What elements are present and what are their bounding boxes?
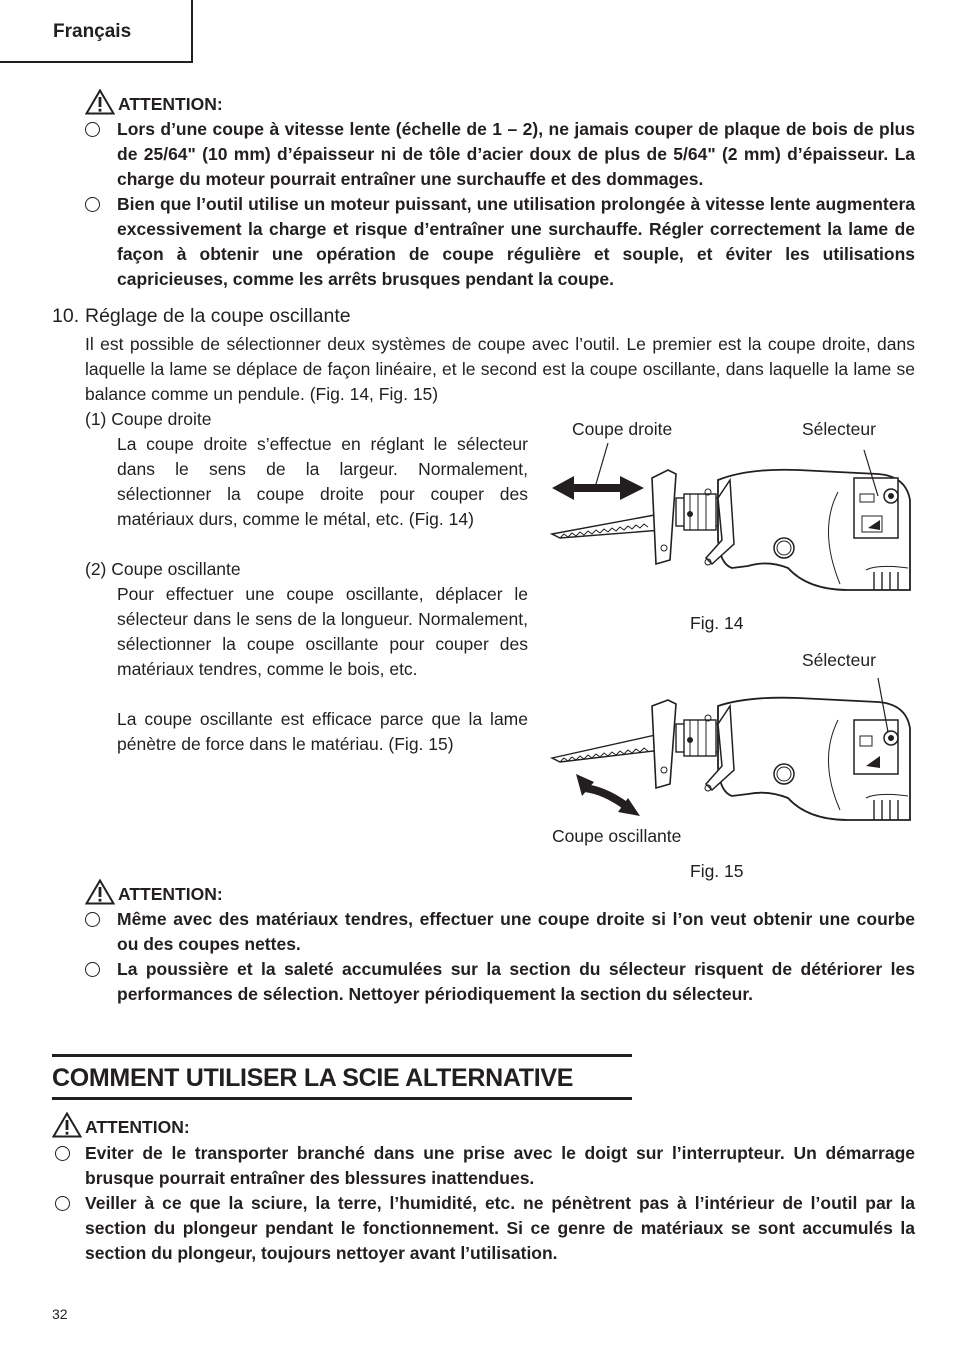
warning-icon xyxy=(85,89,115,115)
bullet-circle-icon xyxy=(85,962,100,977)
page-number: 32 xyxy=(52,1306,68,1322)
subsection-1-label: (1) Coupe droite xyxy=(85,409,212,429)
attention1-item-1: Lors d’une coupe à vitesse lente (échelle de 1 – 2), ne jamais couper de plaque de bois de plus de 25/64" (10 mm) d’épaisseur ni de tôle d’acier doux de plus de 5/64" (2 mm) d’épaisseur. La charge du moteur pourrait entraîner une surchauffe et des dommages. xyxy=(117,117,915,192)
fig15-illustration xyxy=(548,670,918,830)
warning-icon xyxy=(52,1112,82,1138)
attention2-item-2: La poussière et la saleté accumulées sur la section du sélecteur risquent de détériorer les performances de sélection. Nettoyer périodiquement la section du sélecteur. xyxy=(117,957,915,1007)
bullet-circle-icon xyxy=(85,197,100,212)
bullet-circle-icon xyxy=(85,122,100,137)
attention3-item-2: Veiller à ce que la sciure, la terre, l’humidité, etc. ne pénètrent pas à l’intérieur de l’outil par la section du plongeur pendant le fonctionnement. Si ce genre de matériaux se sont accumulés la section du plongeur, toujours nettoyer avant l’utilisation. xyxy=(85,1191,915,1266)
language-tab xyxy=(0,0,193,63)
fig14-label-straight-cut: Coupe droite xyxy=(572,419,673,439)
subsection-2-label: (2) Coupe oscillante xyxy=(85,559,241,579)
attention-heading-1 xyxy=(85,89,223,115)
section-intro: Il est possible de sélectionner deux systèmes de coupe avec l’outil. Le premier est la coupe droite, dans laquelle la lame se déplace de façon linéaire, et le second est la coupe oscillante, dans laquelle la lame se balance comme un pendule. (Fig. 14, Fig. 15) xyxy=(85,334,915,404)
bullet-circle-icon xyxy=(55,1146,70,1161)
language-label: Français xyxy=(53,21,132,42)
attention-heading-2 xyxy=(85,879,223,905)
section-heading-text: COMMENT UTILISER LA SCIE ALTERNATIVE xyxy=(52,1064,574,1092)
section-heading xyxy=(52,1054,632,1100)
subsection-1-text: La coupe droite s’effectue en réglant le sélecteur dans le sens de la largeur. Normalement, sélectionner la coupe droite pour couper des matériaux durs, comme le métal, etc. (Fig. 14) xyxy=(117,434,528,529)
attention-label: ATTENTION: xyxy=(118,884,223,904)
attention3-item-1: Eviter de le transporter branché dans une prise avec le doigt sur l’interrupteur. Un démarrage brusque pourrait entraîner des blessures inattendues. xyxy=(85,1141,915,1191)
fig14-label-selector: Sélecteur xyxy=(802,419,876,439)
section-number: 10. xyxy=(52,305,80,327)
attention-label: ATTENTION: xyxy=(118,94,223,114)
section-title: Réglage de la coupe oscillante xyxy=(85,305,351,327)
fig15-label-selector: Sélecteur xyxy=(802,650,876,670)
subsection-2-text-2: La coupe oscillante est efficace parce que la lame pénètre de force dans le matériau. (Fig. 15) xyxy=(117,709,528,754)
fig15-label-oscillating-cut: Coupe oscillante xyxy=(552,826,682,846)
fig14-illustration xyxy=(548,440,918,610)
attention2-item-1: Même avec des matériaux tendres, effectuer une coupe droite si l’on veut obtenir une courbe ou des coupes nettes. xyxy=(117,907,915,957)
attention-label: ATTENTION: xyxy=(85,1117,190,1137)
fig15-caption: Fig. 15 xyxy=(690,861,744,881)
attention-heading-3 xyxy=(52,1112,190,1138)
bullet-circle-icon xyxy=(85,912,100,927)
bullet-circle-icon xyxy=(55,1196,70,1211)
fig14-caption: Fig. 14 xyxy=(690,613,744,633)
subsection-2-text-1: Pour effectuer une coupe oscillante, déplacer le sélecteur dans le sens de la longueur. Normalement, sélectionner la coupe oscillante pour couper des matériaux tendres, comme le bois, etc. xyxy=(117,584,528,679)
attention1-item-2: Bien que l’outil utilise un moteur puissant, une utilisation prolongée à vitesse lente augmentera excessivement la charge et risque d’entraîner une surchauffe. Régler correctement la lame de façon à obtenir une opération de coupe régulière et souple, et éviter les utilisations capricieuses, comme les arrêts brusques pendant la coupe. xyxy=(117,192,915,292)
warning-icon xyxy=(85,879,115,905)
